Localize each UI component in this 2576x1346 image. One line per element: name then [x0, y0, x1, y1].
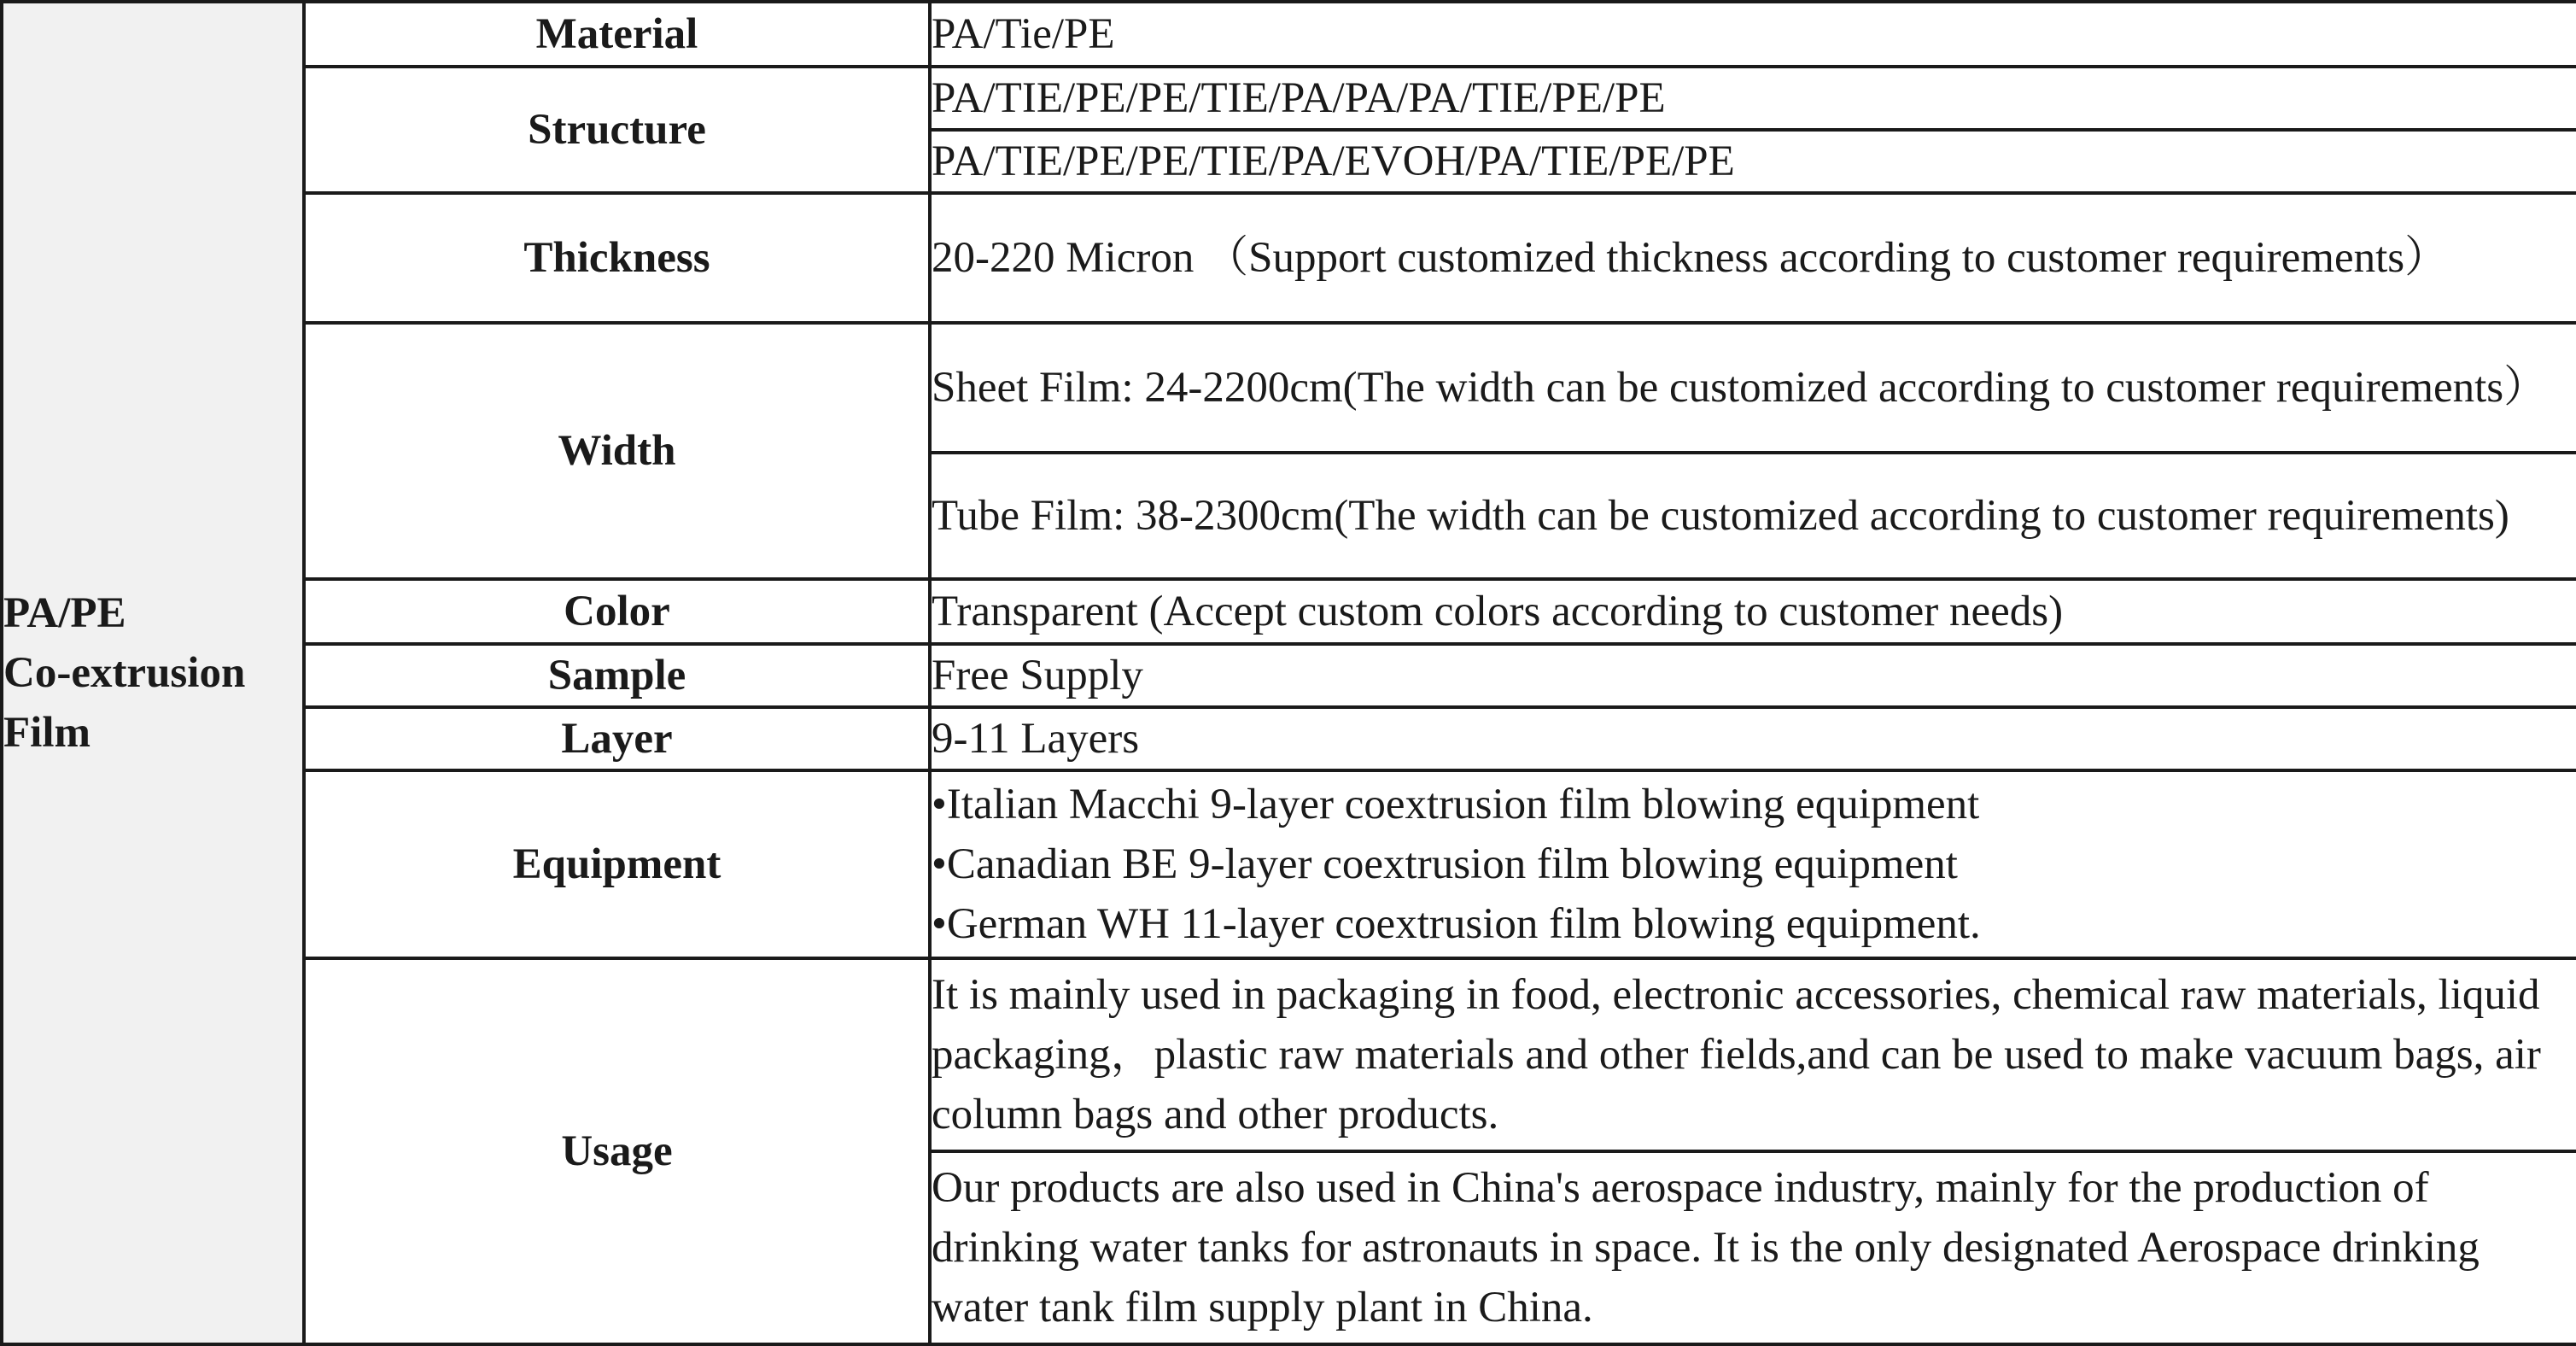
row-layer: [2, 707, 2576, 770]
usage-value-1: It is mainly used in packaging in food, electronic accessories, chemical raw materials, liquid packaging，plastic raw materials and other fields,and can be used to make vacuum bags, air column bags and other products.: [930, 958, 2576, 1151]
usage-label: Usage: [304, 958, 930, 1344]
product-name-line-3: Film: [3, 709, 91, 757]
sample-value: Free Supply: [930, 644, 2576, 707]
product-name-line-1: PA/PE: [3, 589, 126, 637]
structure-value-2: PA/TIE/PE/PE/TIE/PA/EVOH/PA/TIE/PE/PE: [930, 130, 2576, 193]
material-value: PA/Tie/PE: [930, 2, 2576, 67]
row-material: [2, 2, 2576, 67]
row-usage-1: [2, 958, 2576, 1151]
row-equipment: [2, 770, 2576, 958]
sample-label: Sample: [304, 644, 930, 707]
width-label: Width: [304, 323, 930, 579]
row-thickness: [2, 193, 2576, 323]
width-value-sheet: Sheet Film: 24-2200cm(The width can be customized according to customer requirements）: [930, 323, 2576, 453]
structure-value-1: PA/TIE/PE/PE/TIE/PA/PA/PA/TIE/PE/PE: [930, 67, 2576, 130]
width-value-tube: Tube Film: 38-2300cm(The width can be customized according to customer requirements): [930, 453, 2576, 579]
product-name-cell: [2, 2, 304, 1344]
usage-value-2: Our products are also used in China's aerospace industry, mainly for the production of drinking water tanks for astronauts in space. It is the only designated Aerospace drinking water tank film supply plant in China.: [930, 1151, 2576, 1344]
color-label: Color: [304, 579, 930, 644]
product-name-line-2: Co-extrusion: [3, 649, 246, 697]
layer-value: 9-11 Layers: [930, 707, 2576, 770]
structure-label: Structure: [304, 67, 930, 193]
thickness-value: 20-220 Micron （Support customized thickness according to customer requirements）: [930, 193, 2576, 323]
equipment-item-2: •Canadian BE 9-layer coextrusion film blowing equipment: [932, 840, 1958, 888]
equipment-item-1: •Italian Macchi 9-layer coextrusion film blowing equipment: [932, 781, 1980, 828]
row-width-1: [2, 323, 2576, 453]
material-label: Material: [304, 2, 930, 67]
row-color: [2, 579, 2576, 644]
equipment-item-3: •German WH 11-layer coextrusion film blowing equipment.: [932, 900, 1981, 948]
equipment-value: [930, 770, 2576, 958]
layer-label: Layer: [304, 707, 930, 770]
equipment-label: Equipment: [304, 770, 930, 958]
color-value: Transparent (Accept custom colors according to customer needs): [930, 579, 2576, 644]
row-structure-1: [2, 67, 2576, 130]
thickness-label: Thickness: [304, 193, 930, 323]
row-sample: [2, 644, 2576, 707]
